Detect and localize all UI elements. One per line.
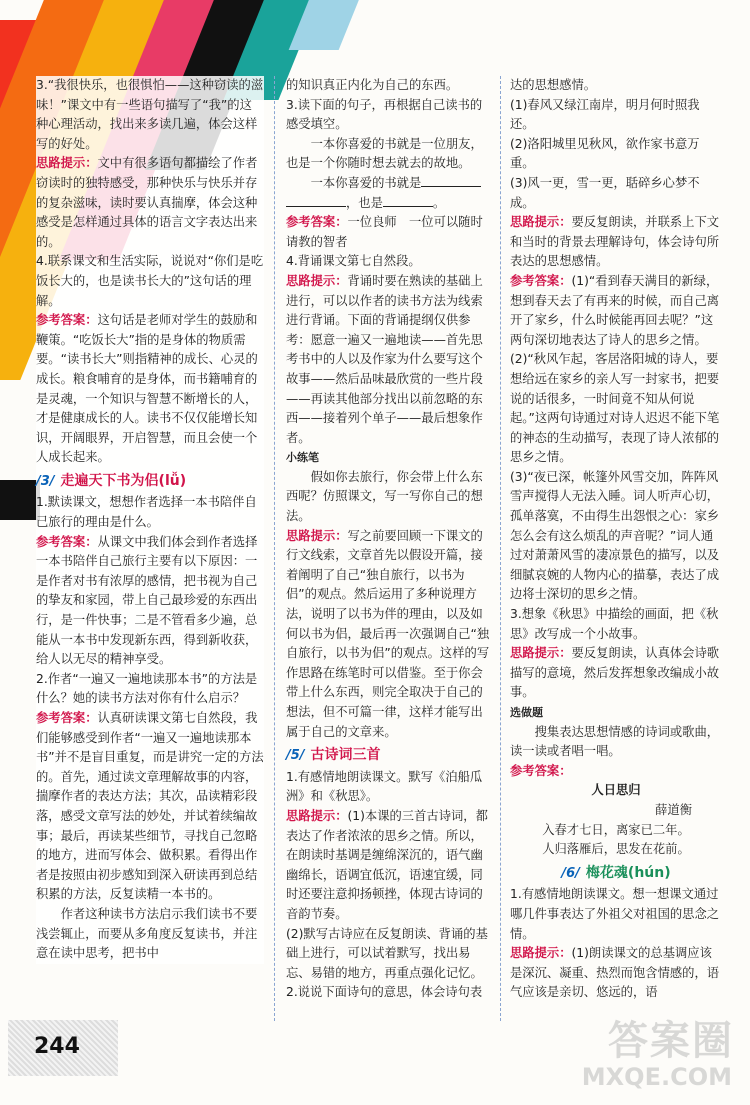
answer-label: 参考答案：: [510, 763, 572, 778]
continued-text: 达的思想感情。: [510, 78, 597, 92]
blank-line: [421, 174, 481, 187]
poem-line-3: (3)风一更，雪一更，聒碎乡心梦不成。: [510, 175, 700, 210]
watermark-url: MXQE.COM: [581, 1063, 732, 1091]
tip-text: 文中有很多语句都描绘了作者窃读时的独特感受，那种快乐与快乐并存的复杂滋味，读时要认真揣摩，体会这种感受是怎样通过具体的语言文字表达出来的。: [36, 156, 258, 249]
column-divider: [500, 76, 502, 1021]
answer-text-3: (3)“夜已深，帐篷外风雪交加，阵阵风雪声搅得人无法入睡。词人听声心切，孤单落寞，不由得生出怨恨之心：家乡怎么会有这么烦乱的声音呢？”词人通过对萧萧风雪的凄凉景色的描写，以及细腻哀婉的人物内心的描摹，表达了成边将士深切的思乡之情。: [510, 469, 720, 602]
fill-in-sentence: [286, 174, 494, 213]
continued-text: 的知识真正内化为自己的东西。: [286, 78, 459, 92]
answer-text: 认真研读课文第七自然段，我们能够感受到作者“一遍又一遍地读那本书”并不是盲目重复，而是讲究一定的方法的。首先，通过读文章理解故事的内容，揣摩作者的表达方法；其次，品读精彩段落，感受文章写法的妙处，并试着续编故事；最后，再读某些细节，寻找自己忽略的地方，进而写体会、做积累。看得出作者是按照由初步感知到深入研读再到总结积累的方法，反复读精一本书的。: [36, 711, 264, 902]
tip-label: 思路提示：: [286, 808, 348, 823]
poem-line: 入春才七日，离家已二年。: [542, 822, 690, 837]
answer-label: 参考答案：: [510, 273, 572, 288]
watermark-logo: [581, 1009, 742, 1099]
answer-label: 参考答案：: [286, 215, 348, 230]
question-2: 2.说说下面诗句的意思，体会诗句表: [286, 985, 483, 1000]
fill-in-text: 。: [432, 195, 446, 210]
answer-text: 这句话是老师对学生的鼓励和鞭策。“吃饭长大”指的是身体的物质需要。“读书长大”则指精神的成长、心灵的成长。粮食哺育的是身体，而书籍哺育的是灵魂，一个知识与智慧不断增长的人，才是健康成长的人。读书不仅仅能增长知识，开阔眼界，开启智慧，而且会使一个人成长起来。: [36, 313, 258, 465]
section-6-heading: [510, 864, 722, 884]
answer-label: 参考答案：: [36, 313, 98, 328]
answer-text: 一位良师 一位可以随时请教的智者: [286, 215, 483, 249]
tip-text: (1)朗读课文的总基调应该是深沉、凝重、热烈而饱含情感的，语气应该是亲切、悠远的，语: [510, 946, 720, 1000]
tip-text: 要反复朗读，认真体会诗歌描写的意境，然后发挥想象改编成小故事。: [510, 646, 720, 700]
question-4: 4.联系课文和生活实际，说说对“你们是吃饭长大的，也是读书长大的”这句话的理解。: [36, 254, 264, 308]
question-1: 1.有感情地朗读课文。默写《泊船瓜洲》和《秋思》。: [286, 769, 483, 804]
blank-line: [286, 194, 346, 207]
column-2: [286, 76, 494, 1003]
section-number: /6/: [561, 865, 580, 881]
poem-line-2: (2)洛阳城里见秋风，欲作家书意万重。: [510, 136, 700, 171]
section-5-heading: [286, 746, 494, 766]
page-number-box: [8, 1020, 118, 1076]
practice-heading: 小练笔: [286, 451, 319, 465]
column-3: [510, 76, 722, 1003]
tip-text: (1)本课的三首古诗词，都表达了作者浓浓的思乡之情。所以，在朗读时基调是缠绵深沉的，语气幽幽绵长，语调宜低沉，语速宜缓，同时还要注意抑扬顿挫，体现古诗词的音韵节奏。: [286, 808, 488, 921]
section-number: /3/: [36, 473, 55, 489]
optional-heading: 选做题: [510, 706, 543, 719]
tip-label: 思路提示：: [510, 946, 572, 961]
section-3-heading: [36, 472, 264, 492]
answer-label: 参考答案：: [36, 534, 98, 549]
question-3: 3.想象《秋思》中描绘的画面，把《秋思》改写成一个小故事。: [510, 607, 719, 641]
tip-text: 背诵时要在熟读的基础上进行，可以以作者的读书方法为线索进行背诵。下面的背诵提纲仅供参考：愿意一遍又一遍地读——首先思考书中的人以及作家为什么要写这个故事——然后品味最欣赏的一些片段——再读其他部分找出以前忽略的东西——接着列个单子——最后想象作者。: [286, 273, 483, 445]
answer-text: (1)“看到春天满目的新绿，想到春天去了有再来的时候，而自己离开了家乡，什么时候能再回去呢？”这两句深切地表达了诗人的思乡之情。: [510, 273, 720, 347]
question-1: 1.默读课文，想想作者选择一本书陪伴自己旅行的理由是什么。: [36, 495, 257, 530]
watermark-text: 答案圈: [608, 1018, 734, 1064]
answer-text-2: (2)“秋风乍起，客居洛阳城的诗人，要想给远在家乡的亲人写一封家书，把要说的话很多，一时间竟不知从何说起。”这两句诗通过对诗人迟迟不能下笔的神态的生动描写，表现了诗人浓郁的思乡之情。: [510, 352, 720, 465]
section-number: /5/: [286, 748, 305, 764]
poem-title: 人日思归: [591, 783, 641, 798]
answer-text-continued: 作者这种读书方法启示我们读书不要浅尝辄止，而要从多角度反复读书，并注意在读中思考，把书中: [36, 906, 258, 961]
question-4: 4.背诵课文第七自然段。: [286, 254, 421, 269]
tip-label: 思路提示：: [510, 215, 572, 230]
fill-in-text: ，也是: [346, 195, 383, 210]
tip-text-2: (2)默写古诗应在反复朗读、背诵的基础上进行，可以试着默写，找出易忘、易错的地方，再重点强化记忆。: [286, 926, 488, 980]
question-3: 3.读下面的句子，再根据自己读书的感受填空。: [286, 97, 483, 132]
tip-label: 思路提示：: [286, 273, 348, 288]
answer-label: 参考答案：: [36, 711, 98, 725]
question-2: 2.作者“一遍又一遍地读那本书”的方法是什么？她的读书方法对你有什么启示？: [36, 671, 258, 706]
tip-label: 思路提示：: [286, 528, 348, 543]
question-3: 3.“我很快乐，也很惧怕——这种窃读的滋味！”课文中有一些语句描写了“我”的这种心理活动，找出来多读几遍，体会这样写的好处。: [36, 78, 264, 151]
fill-in-text: 一本你喜爱的书就是: [310, 175, 422, 190]
section-title: 走遍天下书为侣(lǚ): [60, 472, 187, 489]
section-title: 古诗词三首: [310, 747, 381, 764]
tip-label: 思路提示：: [36, 156, 98, 171]
example-sentence: 一本你喜爱的书就是一位朋友，也是一个你随时想去就去的故地。: [286, 136, 483, 171]
poem-line: 人归落雁后，思发在花前。: [542, 842, 690, 857]
page-number: 244: [34, 1034, 80, 1059]
tip-label: 思路提示：: [510, 646, 572, 661]
blank-line: [383, 194, 433, 207]
optional-prompt: 搜集表达思想情感的诗词或歌曲，读一读或者唱一唱。: [510, 724, 720, 759]
section-title: 梅花魂(hún): [585, 864, 671, 881]
column-1: [36, 76, 264, 964]
tip-text: 要反复朗读，并联系上下文和当时的背景去理解诗句，体会诗句所表达的思想感情。: [510, 215, 720, 269]
practice-prompt: 假如你去旅行，你会带上什么东西呢？仿照课文，写一写你自己的想法。: [286, 469, 483, 524]
poem-author: 薛道衡: [655, 802, 692, 817]
column-divider: [274, 76, 276, 1021]
tip-text: 写之前要回顾一下课文的行文线索，文章首先以假设开篇，接着阐明了自己“独自旅行，以书为侣”的观点。然后运用了多种说理方法，说明了以书为伴的理由，以及如何以书为侣，最后再一次强调自己“独自旅行，以书为侣”的观点。这样的写作思路在练笔时可以借鉴。至于你会带上什么东西，则完全取决于自己的想法，但不可篇一律，这样才能写出属于自己的文章来。: [286, 528, 490, 739]
answer-text: 从课文中我们体会到作者选择一本书陪伴自己旅行主要有以下原因：一是作者对书有浓厚的感情，把书视为自己的挚友和家园，带上自己最珍爱的东西出行，是一件快事；二是不管看多少遍，总能从一本书中发现新东西，得到新收获，给人以无尽的精神享受。: [36, 534, 258, 667]
poem-line-1: (1)春风又绿江南岸，明月何时照我还。: [510, 97, 700, 132]
question-1: 1.有感情地朗读课文。想一想课文通过哪几件事表达了外祖父对祖国的思念之情。: [510, 887, 720, 941]
